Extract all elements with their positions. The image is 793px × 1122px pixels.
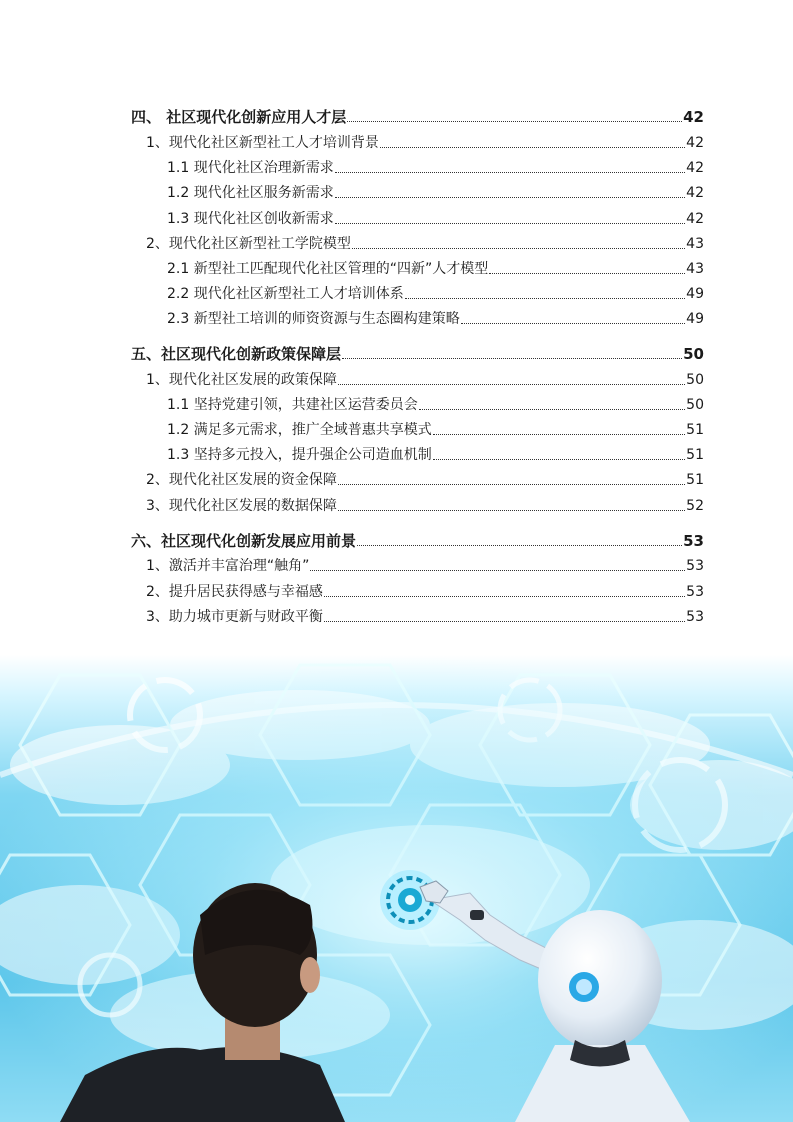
toc-entry[interactable] xyxy=(146,604,704,626)
toc-entry[interactable] xyxy=(146,553,704,575)
toc-leader-dots xyxy=(342,357,682,359)
toc-entry-page: 43 xyxy=(686,236,704,252)
toc-entry[interactable] xyxy=(146,467,704,489)
toc-leader-dots xyxy=(419,408,685,410)
hero-illustration xyxy=(0,655,793,1122)
toc-entry-page: 42 xyxy=(683,108,704,126)
toc-leader-dots xyxy=(335,196,685,198)
toc-entry-title: 五、社区现代化创新政策保障层 xyxy=(131,345,342,363)
toc-leader-dots xyxy=(405,297,685,299)
toc-entry-title: 2.1 新型社工匹配现代化社区管理的“四新”人才模型 xyxy=(167,261,489,277)
toc-entry-title: 六、社区现代化创新发展应用前景 xyxy=(131,532,357,550)
toc-entry[interactable] xyxy=(146,579,704,601)
toc-entry[interactable] xyxy=(167,281,704,303)
toc-entry-page: 51 xyxy=(686,447,704,463)
toc-entry-page: 49 xyxy=(686,286,704,302)
toc-entry[interactable] xyxy=(167,206,704,228)
toc-entry-page: 50 xyxy=(686,397,704,413)
toc-entry-page: 53 xyxy=(686,609,704,625)
toc-entry-page: 53 xyxy=(686,584,704,600)
toc-entry-page: 42 xyxy=(686,185,704,201)
toc-entry-title: 2、现代化社区新型社工学院模型 xyxy=(146,236,351,252)
toc-entry-title: 1.1 坚持党建引领，共建社区运营委员会 xyxy=(167,397,418,413)
toc-entry-title: 1.3 现代化社区创收新需求 xyxy=(167,211,334,227)
toc-leader-dots xyxy=(352,247,685,249)
toc-entry-title: 1.2 满足多元需求，推广全域普惠共享模式 xyxy=(167,422,432,438)
toc-entry[interactable] xyxy=(146,231,704,253)
toc-entry-page: 52 xyxy=(686,498,704,514)
toc-leader-dots xyxy=(461,322,685,324)
toc-leader-dots xyxy=(433,433,685,435)
toc-entry-title: 2.2 现代化社区新型社工人才培训体系 xyxy=(167,286,404,302)
toc-entry[interactable] xyxy=(167,392,704,414)
toc-entry-title: 1.3 坚持多元投入，提升强企公司造血机制 xyxy=(167,447,432,463)
toc-entry[interactable] xyxy=(167,180,704,202)
toc-entry[interactable] xyxy=(146,367,704,389)
toc-entry-page: 50 xyxy=(686,372,704,388)
toc-entry-title: 1、现代化社区新型社工人才培训背景 xyxy=(146,135,379,151)
toc-entry-title: 2、提升居民获得感与幸福感 xyxy=(146,584,323,600)
toc-entry-page: 42 xyxy=(686,160,704,176)
toc-entry-title: 1、现代化社区发展的政策保障 xyxy=(146,372,337,388)
toc-entry-page: 42 xyxy=(686,211,704,227)
toc-leader-dots xyxy=(324,620,685,622)
toc-leader-dots xyxy=(310,569,685,571)
toc-leader-dots xyxy=(380,146,685,148)
toc-leader-dots xyxy=(338,383,685,385)
toc-entry-title: 1.2 现代化社区服务新需求 xyxy=(167,185,334,201)
toc-entry-page: 51 xyxy=(686,472,704,488)
toc-entry[interactable] xyxy=(167,155,704,177)
toc-leader-dots xyxy=(347,120,682,122)
toc-leader-dots xyxy=(338,483,685,485)
toc-leader-dots xyxy=(335,171,685,173)
toc-entry[interactable] xyxy=(131,528,704,550)
toc-entry[interactable] xyxy=(167,256,704,278)
toc-entry-page: 51 xyxy=(686,422,704,438)
toc-entry[interactable] xyxy=(167,306,704,328)
toc-entry-title: 3、助力城市更新与财政平衡 xyxy=(146,609,323,625)
toc-leader-dots xyxy=(338,509,685,511)
toc-entry-title: 2.3 新型社工培训的师资资源与生态圈构建策略 xyxy=(167,311,460,327)
toc-entry-page: 50 xyxy=(683,345,704,363)
toc-entry-page: 53 xyxy=(686,558,704,574)
toc-entry-title: 3、现代化社区发展的数据保障 xyxy=(146,498,337,514)
toc-leader-dots xyxy=(335,222,685,224)
toc-leader-dots xyxy=(489,272,685,274)
toc-entry[interactable] xyxy=(131,341,704,363)
ai-dome-illustration xyxy=(0,655,793,1122)
toc-leader-dots xyxy=(357,544,682,546)
toc-entry-page: 42 xyxy=(686,135,704,151)
toc-entry[interactable] xyxy=(167,417,704,439)
toc-entry[interactable] xyxy=(131,104,704,126)
toc-entry[interactable] xyxy=(167,442,704,464)
toc-leader-dots xyxy=(324,595,685,597)
toc-entry[interactable] xyxy=(146,493,704,515)
toc-entry-title: 2、现代化社区发展的资金保障 xyxy=(146,472,337,488)
toc-entry[interactable] xyxy=(146,130,704,152)
toc-entry-page: 49 xyxy=(686,311,704,327)
toc-entry-page: 43 xyxy=(686,261,704,277)
toc-entry-title: 1.1 现代化社区治理新需求 xyxy=(167,160,334,176)
toc-entry-page: 53 xyxy=(683,532,704,550)
toc-entry-title: 四、 社区现代化创新应用人才层 xyxy=(131,108,347,126)
toc-leader-dots xyxy=(433,458,685,460)
toc-entry-title: 1、激活并丰富治理“触角” xyxy=(146,558,310,574)
